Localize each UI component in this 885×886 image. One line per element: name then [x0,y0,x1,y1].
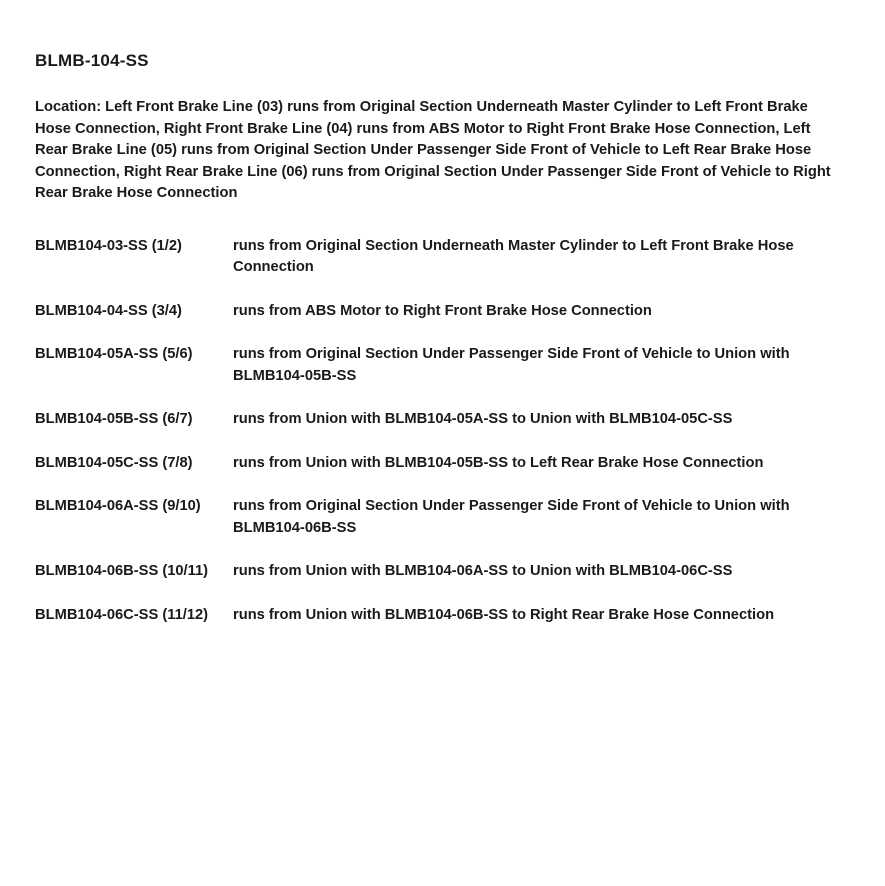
part-description: runs from Union with BLMB104-06A-SS to Union with BLMB104-06C-SS [233,563,733,579]
part-number: BLMB104-05A-SS (5/6) [35,346,193,362]
part-number: BLMB104-04-SS (3/4) [35,302,182,319]
part-number: BLMB104-05C-SS (7/8) [35,454,193,471]
part-description: runs from Original Section Under Passenger Side Front of Vehicle to Union with BLMB104-05B-SS [233,346,790,384]
part-description: runs from Union with BLMB104-05B-SS to Left Rear Brake Hose Connection [233,454,764,471]
part-number: BLMB104-03-SS (1/2) [35,237,182,254]
part-description: runs from Union with BLMB104-06B-SS to Right Rear Brake Hose Connection [233,606,775,623]
part-description: runs from Original Section Under Passenger Side Front of Vehicle to Union with BLMB104-06B-SS [233,498,790,536]
part-number: BLMB104-06B-SS (10/11) [35,563,209,579]
part-description: runs from Union with BLMB104-05A-SS to Union with BLMB104-05C-SS [233,411,733,427]
part-number: BLMB104-05B-SS (6/7) [35,411,193,427]
location-paragraph: Location: Left Front Brake Line (03) runs from Original Section Underneath Master Cylinder to Left Front Brake Hose Connection, Right Front Brake Line (04) runs from ABS Motor to Right Front Brake Hose Connection, Left Rear Brake Line (05) runs from Original Section Under Passenger Side Front of Vehicle to Left Rear Brake Hose Connection, Right Rear Brake Line (06) runs from Original Section Under Passenger Side Front of Vehicle to Right Rear Brake Hose Connection [35,99,831,201]
page-title: BLMB-104-SS [35,51,149,70]
part-description: runs from ABS Motor to Right Front Brake Hose Connection [233,302,652,319]
part-number: BLMB104-06C-SS (11/12) [35,606,209,623]
part-number: BLMB104-06A-SS (9/10) [35,498,201,514]
part-description: runs from Original Section Underneath Master Cylinder to Left Front Brake Hose Connection [233,237,794,275]
parts-list [35,236,843,627]
